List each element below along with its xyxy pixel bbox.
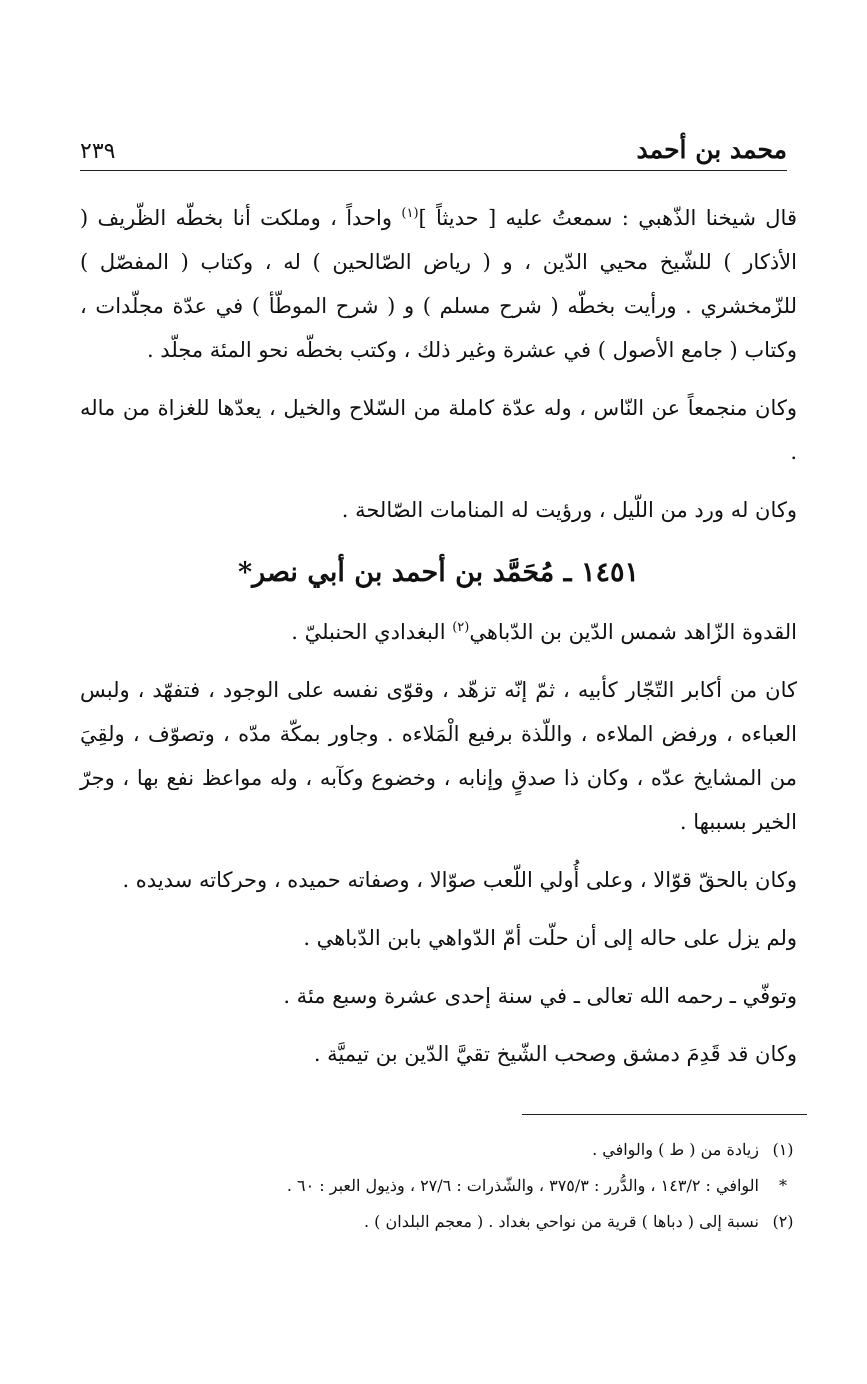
paragraph-1 <box>80 192 797 372</box>
paragraph-4-part-b: البغدادي الحنبليّ . <box>291 620 453 644</box>
footnote-item <box>80 1132 807 1168</box>
entry-heading: ١٤٥١ ـ مُحَمَّد بن أحمد بن أبي نصر* <box>238 557 639 588</box>
footnote-mark: (٢) <box>772 1212 794 1231</box>
paragraph-3: وكان له ورد من اللّيل ، ورؤيت له المنامات الصّالحة . <box>341 498 797 522</box>
footnote-item <box>80 1204 807 1240</box>
paragraph-4 <box>80 606 797 654</box>
footnote-item <box>80 1168 807 1204</box>
main-text <box>80 192 797 1076</box>
paragraph-2: وكان منجمعاً عن النّاس ، وله عدّة كاملة من السّلاح والخيل ، يعدّها للغزاة من ماله . <box>80 396 798 464</box>
footnotes <box>80 1132 807 1240</box>
paragraph-1-part-b: واحداً ، وملكت أنا بخطّه الظّريف ( الأذكار ) للشّيخ محيي الدّين ، و ( رياض الصّالحين ) له ، وكتاب ( المفصّل ) للزّمخشري . ورأيت بخطّه ( شرح مسلم ) و ( شرح الموطّأ ) في عدّة مجلّدات ، وكتاب ( جامع الأصول ) في عشرة وغير ذلك ، وكتب بخطّه نحو المئة مجلّد . <box>80 206 797 362</box>
paragraph-9: وكان قد قَدِمَ دمشق وصحب الشّيخ تقيَّ الدّين بن تيميَّة . <box>313 1042 797 1066</box>
header-rule <box>80 170 787 171</box>
paragraph-7: ولم يزل على حاله إلى أن حلّت أمّ الدّواهي بابن الدّباهي . <box>303 926 797 950</box>
footnote-mark: * <box>779 1176 787 1195</box>
footnote-ref-1: (١) <box>401 206 419 221</box>
footnote-text: الوافي : ١٤٣/٢ ، والدُّرر : ٣٧٥/٣ ، والشّذرات : ٢٧/٦ ، وذيول العبر : ٦٠ . <box>286 1176 759 1195</box>
paragraph-1-part-a: قال شيخنا الذّهبي : سمعتُ عليه [ حديثاً ] <box>418 206 797 230</box>
paragraph-5: كان من أكابر التّجّار كأبيه ، ثمّ إنّه تزهّد ، وقوّى نفسه على الوجود ، فتفهّد ، ولبس العباءه ، ورفض الملاءه ، واللّذة برفيع الْمَلاءه . وجاور بمكّة مدّه ، وتصوّف ، ولقِيَ من المشايخ عدّه ، وكان ذا صدقٍ وإنابه ، وخضوع وكآبه ، وله مواعظ نفع بها ، وجرّ الخير بسببها . <box>80 678 797 834</box>
footnote-rule <box>522 1114 807 1115</box>
paragraph-8: وتوفّي ـ رحمه الله تعالى ـ في سنة إحدى عشرة وسبع مئة . <box>283 984 797 1008</box>
running-title: محمد بن أحمد <box>636 135 787 164</box>
footnote-text: نسبة إلى ( دباها ) قرية من نواحي بغداد . ( معجم البلدان ) . <box>364 1212 759 1231</box>
page-number: ٢٣٩ <box>80 139 116 164</box>
footnote-mark: (١) <box>772 1140 794 1159</box>
paragraph-4-part-a: القدوة الزّاهد شمس الدّين بن الدّباهي <box>469 620 797 644</box>
paragraph-6: وكان بالحقّ قوّالا ، وعلى أُولي اللّعب صوّالا ، وصفاته حميده ، وحركاته سديده . <box>122 868 797 892</box>
footnote-text: زيادة من ( ط ) والوافي . <box>592 1140 759 1159</box>
running-head <box>80 128 787 164</box>
footnote-ref-2: (٢) <box>452 620 470 635</box>
